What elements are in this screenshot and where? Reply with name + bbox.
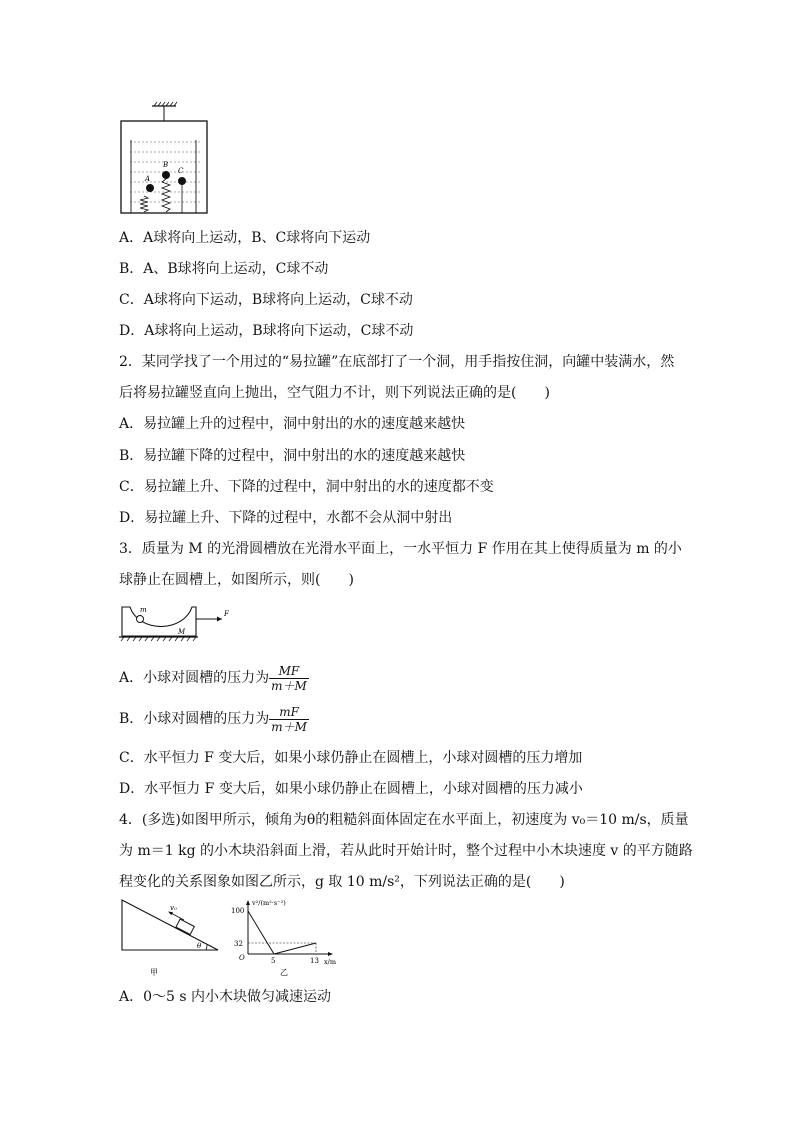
q3-option-a-numerator: MF <box>269 664 309 679</box>
q3-option-b-denominator: m＋M <box>271 719 307 734</box>
q4-jia-caption: 甲 <box>150 968 158 977</box>
q4-stem-line1: 4．(多选)如图甲所示，倾角为θ的粗糙斜面体固定在水平面上，初速度为 v₀＝10 m/s，质量 <box>119 812 689 828</box>
q1-label-a: A <box>145 175 151 183</box>
q3-label-m: m <box>140 606 147 614</box>
q4-yi-caption: 乙 <box>280 968 288 977</box>
q2-option-a: A．易拉罐上升的过程中，洞中射出的水的速度越来越快 <box>119 416 466 432</box>
q4-stem-line2: 为 m＝1 kg 的小木块沿斜面上滑，若从此时开始计时，整个过程中小木块速度 v 的平方随路 <box>119 843 693 859</box>
q4-yi-xlabel: x/m <box>324 958 337 966</box>
q4-option-a: A．0～5 s 内小木块做匀减速运动 <box>119 989 332 1005</box>
q1-label-b: B <box>163 161 169 169</box>
q3-option-b-text: B．小球对圆槽的压力为 <box>119 711 270 727</box>
q3-option-a-fraction <box>269 664 309 693</box>
q3-stem-line1: 3．质量为 M 的光滑圆槽放在光滑水平面上，一水平恒力 F 作用在其上使得质量为 m 的小 <box>119 541 682 557</box>
q3-label-M: M <box>178 628 186 636</box>
q4-figure-jia <box>118 896 224 978</box>
q4-yi-xtick-13: 13 <box>310 957 319 965</box>
q2-option-b: B．易拉罐下降的过程中，洞中射出的水的速度越来越快 <box>119 448 466 464</box>
q3-option-a <box>119 661 309 695</box>
q1-option-d: D．A球将向上运动，B球将向下运动，C球不动 <box>119 323 414 339</box>
q2-option-c: C．易拉罐上升、下降的过程中，洞中射出的水的速度都不变 <box>119 479 494 495</box>
q4-stem-line3: 程变化的关系图象如图乙所示，g 取 10 m/s²，下列说法正确的是( ) <box>119 874 565 890</box>
q1-option-c: C．A球将向下运动，B球将向上运动，C球不动 <box>119 292 413 308</box>
q3-option-b-fraction <box>269 705 309 734</box>
q3-stem-line2: 球静止在圆槽上，如图所示，则( ) <box>119 572 354 588</box>
q3-option-c: C．水平恒力 F 变大后，如果小球仍静止在圆槽上，小球对圆槽的压力增加 <box>119 750 583 766</box>
q2-stem-line1: 2．某同学找了一个用过的“易拉罐”在底部打了一个洞，用手指按住洞，向罐中装满水，然 <box>119 354 675 370</box>
q4-yi-xtick-5: 5 <box>271 957 276 965</box>
q3-option-d: D．水平恒力 F 变大后，如果小球仍静止在圆槽上，小球对圆槽的压力减小 <box>119 781 583 797</box>
q3-option-b-numerator: mF <box>269 705 309 720</box>
q4-figure-yi <box>228 896 348 978</box>
q4-jia-v0: v₀ <box>170 904 177 912</box>
q3-option-a-text: A．小球对圆槽的压力为 <box>119 670 270 686</box>
q1-label-c: C <box>178 167 184 175</box>
q4-jia-theta: θ <box>197 942 202 950</box>
q3-option-b <box>119 702 309 736</box>
q1-figure <box>118 100 210 218</box>
q1-option-b: B．A、B球将向上运动，C球不动 <box>119 261 329 277</box>
q4-yi-ylabel: v²/(m²·s⁻²) <box>252 899 286 907</box>
q4-yi-ytick-100: 100 <box>231 907 245 915</box>
q3-label-F: F <box>224 610 229 618</box>
q2-stem-line2: 后将易拉罐竖直向上抛出，空气阻力不计，则下列说法正确的是( ) <box>119 385 550 401</box>
q3-option-a-denominator: m＋M <box>271 678 307 693</box>
q1-option-a: A．A球将向上运动，B、C球将向下运动 <box>119 230 371 246</box>
q4-yi-ytick-32: 32 <box>234 940 243 948</box>
q3-figure <box>118 601 238 645</box>
q4-yi-origin: O <box>239 954 245 962</box>
q2-option-d: D．易拉罐上升、下降的过程中，水都不会从洞中射出 <box>119 510 453 526</box>
